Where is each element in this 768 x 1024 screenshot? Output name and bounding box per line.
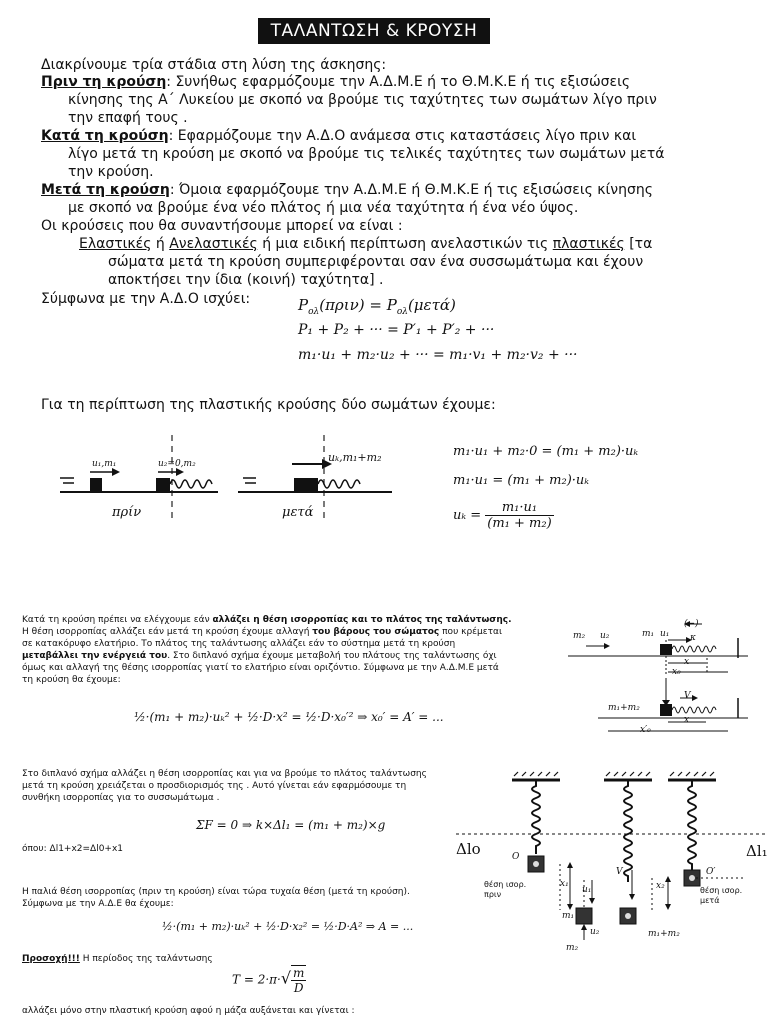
fig3-m2: m₂ [566, 943, 579, 953]
fig-label-before: πρίν [112, 505, 142, 520]
types-line-1: Ελαστικές ή Ανελαστικές ή μια ειδική περίπτωση ανελαστικών τις πλαστικές [τα [79, 236, 653, 252]
fig2-m2: m₂ [573, 631, 586, 641]
after-heading: Μετά τη κρούση [41, 182, 170, 198]
fig2-x0p: x′₀ [640, 725, 651, 735]
during-line-1: Κατά τη κρούση: Εφαρμόζουμε την Α.Δ.Ο ανάμεσα στις καταστάσεις λίγο πριν και [41, 128, 637, 144]
period-eq: T = 2·π·√ $\frac{m}{D}$ [232, 966, 305, 995]
sec2-line-3: σε κατακόρυφο ελατήριο. Το πλάτος της ταλάντωσης αλλάζει εάν το σύστημα μετά τη κρούση [22, 639, 456, 649]
after-line-2: με σκοπό να βρούμε ένα νέο πλάτος ή μια νέα ταχύτητα ή ένα νέο ύψος. [68, 200, 579, 216]
types-line-2: σώματα μετά τη κρούση συμπεριφέρονται σαν ένα συσσωμάτωμα και έχουν [108, 254, 644, 270]
fig2-m1: m₁ [642, 629, 655, 639]
before-line-3: την επαφή τους . [68, 110, 188, 126]
before-line-2: κίνησης της Α΄ Λυκείου με σκοπό να βρούμε τις ταχύτητες των σωμάτων λίγο πριν [68, 92, 657, 108]
types-intro: Οι κρούσεις που θα συναντήσουμε μπορεί να είναι : [41, 218, 403, 234]
after-line-1: Μετά τη κρούση: Όμοια εφαρμόζουμε την Α.Δ.Μ.Ε ή Θ.Μ.Κ.Ε ή τις εξισώσεις κίνησης [41, 182, 653, 198]
fig-label-after: μετά [282, 505, 314, 520]
fig3-v: V [616, 867, 623, 877]
sec3-caution-line: Προσοχή!!! Η περίοδος της ταλάντωσης [22, 954, 213, 964]
fig3-m1m2: m₁+m₂ [648, 929, 680, 939]
fig3-dl1: Δl₁ [746, 842, 768, 860]
ado-eq-2: P₁ + P₂ + ··· = P′₁ + P′₂ + ··· [298, 322, 495, 338]
fig3-before-label: θέση ισορ. πριν [484, 880, 527, 899]
during-line-3: την κρούση. [68, 164, 154, 180]
sec3-energy-eq: ½·(m₁ + m₂)·uₖ² + ½·D·x₂² = ½·D·A² ⇒ A = ... [162, 920, 414, 933]
before-heading: Πριν τη κρούση [41, 74, 167, 90]
fig2-minus: (−) [684, 619, 699, 629]
fig-label-u2: u₂=0,m₂ [158, 459, 196, 469]
plastic-eq-2: m₁·u₁ = (m₁ + m₂)·uₖ [453, 473, 590, 488]
fig2-x-bottom: x [684, 715, 690, 725]
fig2-k: κ [690, 633, 696, 643]
fig2-m1m2: m₁+m₂ [608, 703, 640, 713]
sec2-line-4: μεταβάλλει την ενέργειά του. Στο διπλανό σχήμα έχουμε μεταβολή του πλάτους της ταλάντωσης όχι [22, 651, 497, 661]
block-combined [294, 478, 318, 491]
page-title: ΤΑΛΑΝΤΩΣΗ & ΚΡΟΥΣΗ [258, 18, 490, 44]
fig3-x1: x₁ [560, 879, 569, 889]
fig3-x2: x₂ [656, 881, 665, 891]
plastic-label: Για τη περίπτωση της πλαστικής κρούσης δύο σωμάτων έχουμε: [41, 397, 496, 413]
sec2-line-5: όμως και αλλαγή της θέσης ισορροπίας γιατί το ελατήριο είναι οριζόντιο. Σύμφωνα με την Α.Δ.Μ.Ε μετά [22, 663, 499, 673]
sec2-line-2: Η θέση ισορροπίας αλλάζει εάν μετά τη κρούση έχουμε αλλαγή του βάρους του σώματος που κρέμεται [22, 627, 503, 637]
fig3-u2: u₂ [590, 927, 600, 937]
ado-eq-3: m₁·u₁ + m₂·u₂ + ··· = m₁·v₁ + m₂·v₂ + ··· [298, 347, 578, 363]
fig3-u1: u₁ [582, 885, 592, 895]
fig3-dlo: Δlo [456, 840, 481, 858]
block-m1 [90, 478, 102, 491]
sec2-energy-eq: ½·(m₁ + m₂)·uₖ² + ½·D·x² = ½·D·x₀′² ⇒ x₀′ = A′ = ... [134, 710, 444, 724]
ado-label: Σύμφωνα με την Α.Δ.Ο ισχύει: [41, 291, 251, 307]
sec3-last-line: αλλάζει μόνο στην πλαστική κρούση αφού η μάζα αυξάνεται και γίνεται : [22, 1006, 355, 1016]
intro-text: Διακρίνουμε τρία στάδια στη λύση της άσκησης: [41, 57, 387, 73]
types-line-3: αποκτήσει την ίδια (κοινή) ταχύτητα] . [108, 272, 384, 288]
during-heading: Κατά τη κρούση [41, 128, 169, 144]
caution-label: Προσοχή!!! [22, 954, 80, 964]
vertical-spring-figure [456, 770, 766, 970]
fig3-o2: O′ [706, 867, 716, 877]
sec3-force-eq: ΣF = 0 ⇒ k×Δl₁ = (m₁ + m₂)×g [196, 818, 386, 832]
block-m2 [156, 478, 170, 491]
fig2-x: x [684, 657, 690, 667]
before-line-1: Πριν τη κρούση: Συνήθως εφαρμόζουμε την Α.Δ.Μ.Ε ή το Θ.Μ.Κ.Ε ή τις εξισώσεις [41, 74, 631, 90]
fig2-u1: u₁ [660, 629, 670, 639]
sec2-line-1: Κατά τη κρούση πρέπει να ελέγχουμε εάν αλλάζει η θέση ισορροπίας και το πλάτος της ταλάντωσης. [22, 615, 512, 625]
sec3-line-5: Σύμφωνα με την Α.Δ.Ε θα έχουμε: [22, 899, 174, 909]
sec2-line-6: τη κρούση θα έχουμε: [22, 675, 121, 685]
ado-eq-1: $P_{o\lambda}(\pi\rho\iota\nu) = P_{o\lambda}(\mu\varepsilon\tau ά)$ [298, 296, 456, 317]
fig2-u2: u₂ [600, 631, 610, 641]
plastic-eq-1: m₁·u₁ + m₂·0 = (m₁ + m₂)·uₖ [453, 444, 639, 459]
plastic-term: πλαστικές [552, 236, 625, 252]
fig-label-u1: u₁,m₁ [92, 459, 117, 469]
plastic-collision-figure [60, 430, 400, 530]
sec3-line-2: μετά τη κρούση χρειάζεται ο προσδιορισμός της . Αυτό γίνεται εάν εφαρμόσουμε τη [22, 781, 407, 791]
plastic-eq-3: uₖ = $\frac{\text{m₁·u₁}}{\text{(m₁ + m₂)}}$ [453, 500, 552, 531]
spring-before [170, 480, 212, 488]
sec3-line-4: Η παλιά θέση ισορροπίας (πριν τη κρούση) είναι τώρα τυχαία θέση (μετά τη κρούση). [22, 887, 410, 897]
sec3-line-1: Στο διπλανό σχήμα αλλάζει η θέση ισορροπίας και για να βρούμε το πλάτος ταλάντωσης [22, 769, 427, 779]
fig-label-uk: uₖ,m₁+m₂ [328, 451, 382, 464]
fig2-v: V [684, 691, 691, 701]
fig3-o: O [512, 852, 520, 862]
inelastic-term: Ανελαστικές [169, 236, 258, 252]
sec3-line-3: συνθήκη ισορροπίας για το συσσωμάτωμα . [22, 793, 220, 803]
fig3-m1: m₁ [562, 911, 575, 921]
fig2-x0: x₀ [672, 667, 681, 677]
elastic-term: Ελαστικές [79, 236, 152, 252]
during-line-2: λίγο μετά τη κρούση με σκοπό να βρούμε τις τελικές ταχύτητες των σωμάτων μετά [68, 146, 665, 162]
sec3-where: όπου: Δl1+x2=Δl0+x1 [22, 844, 124, 854]
fig3-after-label: θέση ισορ. μετά [700, 886, 743, 905]
